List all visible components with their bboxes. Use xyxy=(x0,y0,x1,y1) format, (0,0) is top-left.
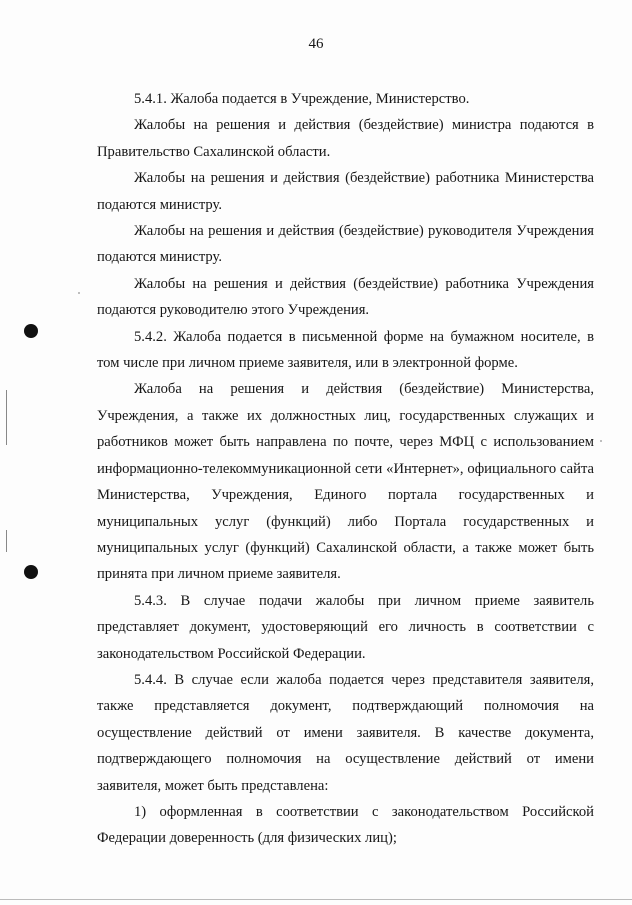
scan-speck xyxy=(78,292,80,294)
paragraph-submission-channels: Жалоба на решения и действия (бездействие) Министерства, Учреждения, а также их должностных лиц, государственных служащих и работников может быть направлена по почте, через МФЦ с использованием информационно-телекоммуникационной сети «Интернет», официального сайта Министерства, Учреждения, Единого портала государственных и муниципальных услуг (функций) либо Портала государственных и муниципальных услуг (функций) Сахалинской области, а также может быть принята при личном приеме заявителя. xyxy=(97,381,594,583)
binder-hole-top xyxy=(24,324,38,338)
paragraph-complaints-institution-head: Жалобы на решения и действия (бездействие) руководителя Учреждения подаются министру. xyxy=(97,223,594,266)
paragraph-complaints-institution-worker: Жалобы на решения и действия (бездействие) работника Учреждения подаются руководителю этого Учреждения. xyxy=(97,275,594,319)
paragraph-5-4-4: 5.4.4. В случае если жалоба подается через представителя заявителя, также представляется документ, подтверждающий полномочия на осуществление действий от имени заявителя. В качестве документа, подтверждающего полномочия на осуществление действий от имени заявителя, может быть представлена: xyxy=(97,671,594,794)
scan-bottom-edge xyxy=(0,899,632,900)
document-body xyxy=(97,86,594,852)
paragraph-5-4-1: 5.4.1. Жалоба подается в Учреждение, Министерство. xyxy=(134,91,470,107)
scan-edge-mark xyxy=(6,530,7,552)
binder-hole-bottom xyxy=(24,565,38,579)
scan-speck xyxy=(600,440,602,442)
paragraph-5-4-3: 5.4.3. В случае подачи жалобы при личном приеме заявитель представляет документ, удостоверяющий его личность в соответствии с законодательством Российской Федерации. xyxy=(97,592,594,662)
paragraph-complaints-minister: Жалобы на решения и действия (бездействие) министра подаются в Правительство Сахалинской области. xyxy=(97,117,594,160)
page-number: 46 xyxy=(308,36,324,52)
paragraph-complaints-ministry-worker: Жалобы на решения и действия (бездействие) работника Министерства подаются министру. xyxy=(97,170,594,213)
paragraph-list-item-1: 1) оформленная в соответствии с законодательством Российской Федерации доверенность (для физических лиц); xyxy=(97,803,594,847)
paragraph-5-4-2: 5.4.2. Жалоба подается в письменной форме на бумажном носителе, в том числе при личном приеме заявителя, или в электронной форме. xyxy=(97,328,594,372)
scan-edge-mark xyxy=(6,390,7,445)
